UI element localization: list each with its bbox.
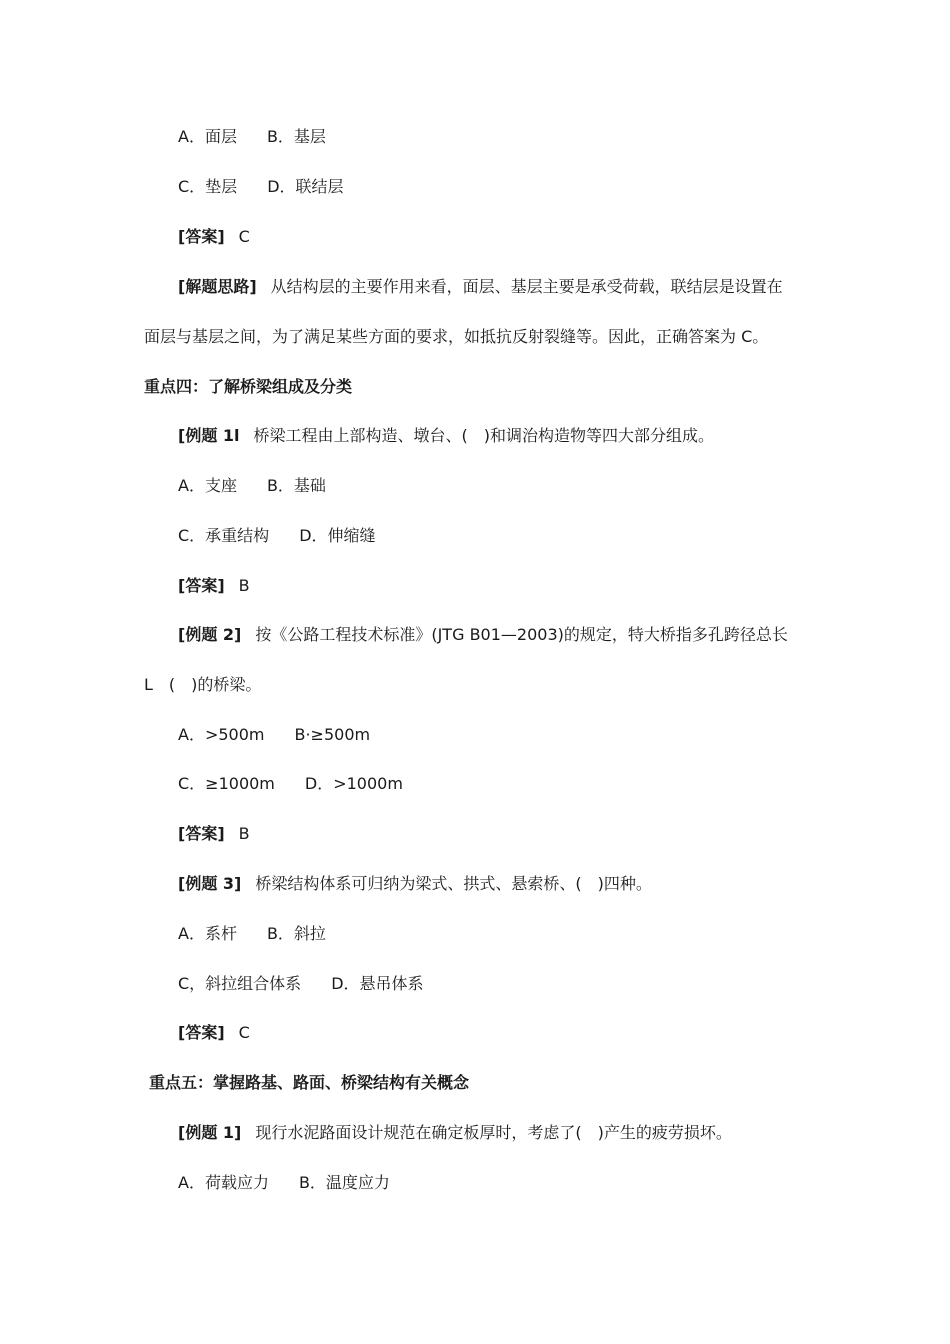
option-line [178,475,326,497]
question-label: [例题 1l [178,426,240,445]
answer-line [178,575,250,597]
question-line [178,425,714,447]
option-line [178,525,376,547]
answer-line [178,1022,250,1044]
option-d: D．联结层 [267,177,344,196]
explanation-line [178,276,783,298]
question-label: [例题 3] [178,874,242,893]
option-line [178,973,424,995]
option-a: A．支座 [178,476,237,495]
explanation-label: [解题思路] [178,277,257,296]
answer-label: [答案] [178,824,225,843]
option-b: B．基础 [266,476,326,495]
explanation-continuation [144,326,768,348]
option-line [178,724,370,746]
option-c: C．承重结构 [178,526,270,545]
option-a: A．面层 [178,127,237,146]
question-label: [例题 2] [178,625,242,644]
option-d: D．>1000m [304,774,403,793]
option-d: D．伸缩缝 [299,526,376,545]
question-line [178,1122,732,1144]
explanation-text: 从结构层的主要作用来看，面层、基层主要是承受荷载，联结层是设置在 [270,277,783,296]
question-continuation [144,674,261,696]
option-d: D．悬吊体系 [331,974,424,993]
option-b: B·≥500m [294,725,371,744]
option-line [178,773,403,795]
question-line [178,873,652,895]
option-line [178,176,344,198]
answer-label: [答案] [178,227,225,246]
answer-line [178,226,250,248]
question-text: 桥梁工程由上部构造、墩台、( )和调治构造物等四大部分组成。 [253,426,715,445]
answer-label: [答案] [178,576,225,595]
option-b: B．基层 [266,127,326,146]
question-text: 现行水泥路面设计规范在确定板厚时，考虑了( )产生的疲劳损坏。 [255,1123,732,1142]
answer-value: C [238,227,250,246]
option-b: B．斜拉 [266,924,326,943]
option-a: A．>500m [178,725,265,744]
option-c: C．垫层 [178,177,238,196]
option-c: C，斜拉组合体系 [178,974,302,993]
section-heading [144,376,352,398]
answer-value: C [238,1023,250,1042]
section-heading-text: 重点四：了解桥梁组成及分类 [144,377,353,396]
section-heading [149,1072,469,1094]
option-c: C．≥1000m [178,774,275,793]
explanation-text-cont: 面层与基层之间，为了满足某些方面的要求，如抵抗反射裂缝等。因此，正确答案为 C。 [144,327,769,346]
option-a: A．系杆 [178,924,237,943]
answer-value: B [238,576,250,595]
option-line [178,1172,390,1194]
option-a: A．荷载应力 [178,1173,269,1192]
option-line [178,126,326,148]
question-text: 按《公路工程技术标准》(JTG B01—2003)的规定，特大桥指多孔跨径总长 [255,625,788,644]
section-heading-text: 重点五：掌握路基、路面、桥梁结构有关概念 [149,1073,470,1092]
answer-label: [答案] [178,1023,225,1042]
question-text-cont: L ( )的桥梁。 [144,675,262,694]
question-label: [例题 1] [178,1123,242,1142]
answer-line [178,823,250,845]
option-line [178,923,326,945]
answer-value: B [238,824,250,843]
question-text: 桥梁结构体系可归纳为梁式、拱式、悬索桥、( )四种。 [255,874,652,893]
question-line [178,624,788,646]
option-b: B．温度应力 [298,1173,390,1192]
